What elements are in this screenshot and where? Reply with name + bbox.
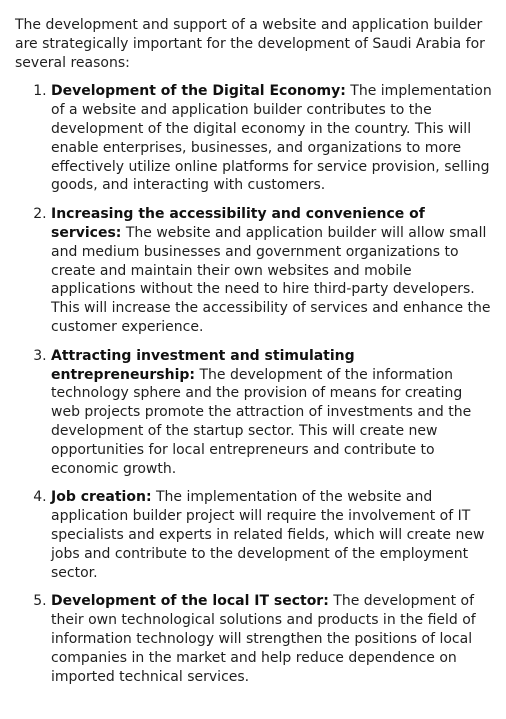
reason-text: The development of the information technology sphere and the provision of means for creating web projects promote the attraction of investments and the development of the startup sector. This will create new opportunities for local entrepreneurs and contribute to economic growth.: [51, 366, 472, 477]
list-item: [51, 82, 492, 195]
reason-text: The implementation of the website and application builder project will require the involvement of IT specialists and experts in related fields, which will create new jobs and contribute to the development of the employment sector.: [51, 489, 485, 581]
reason-text: The website and application builder will allow small and medium businesses and government organizations to create and maintain their own websites and mobile applications without the need to hire third-party developers. This will increase the accessibility of services and enhance the customer experience.: [51, 224, 491, 335]
reason-text: The development of their own technological solutions and products in the field of information technology will strengthen the positions of local companies in the market and help reduce dependence on imported technical services.: [51, 593, 476, 685]
intro-paragraph: The development and support of a website and application builder are strategically important for the development of Saudi Arabia for several reasons:: [15, 17, 485, 71]
reason-title: Job creation:: [51, 489, 152, 506]
reason-title: Development of the Digital Economy:: [51, 83, 346, 100]
list-item: [51, 592, 492, 686]
reason-title: Increasing the accessibility and convenience of services:: [51, 206, 425, 241]
reason-text: The implementation of a website and application builder contributes to the development of the digital economy in the country. This will enable enterprises, businesses, and organizations to more effectively utilize online platforms for service provision, selling goods, and interacting with customers.: [51, 83, 492, 194]
list-item: [51, 347, 492, 479]
reasons-list: [15, 82, 492, 686]
reason-title: Attracting investment and stimulating entrepreneurship:: [51, 347, 355, 383]
list-item: [51, 205, 492, 337]
list-item: [51, 488, 492, 582]
reason-title: Development of the local IT sector:: [51, 593, 329, 610]
